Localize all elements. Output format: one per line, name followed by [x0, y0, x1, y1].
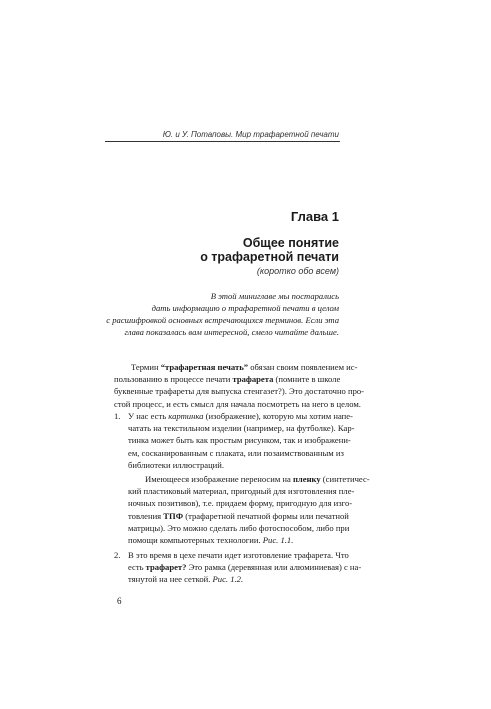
epigraph-line: В этой миниглаве мы постарались	[210, 291, 339, 301]
term-tpf: ТПФ	[163, 510, 184, 521]
page-number: 6	[117, 596, 122, 606]
text-line: буквенные трафареты для выпуска стенгазет?). Это достаточно про-	[114, 386, 365, 397]
epigraph-line: дать информацию о трафаретной печати в целом	[151, 303, 339, 313]
term-screen-printing: “трафаретная печать”	[160, 362, 249, 372]
figure-ref: Рис. 1.2.	[212, 574, 244, 585]
text-line: пользованию в процессе печати трафарета (помните в школе	[114, 374, 341, 385]
text-line: ем, сосканированным с плаката, или позаимствованным из	[128, 447, 344, 458]
text-line: тянутой на нее сеткой. Рис. 1.2.	[128, 574, 244, 585]
running-head: Ю. и У. Потаповы. Мир трафаретной печати	[162, 130, 339, 139]
epigraph-line: с расшифровкой основных встречающихся терминов. Если эта	[106, 315, 339, 325]
paragraph-film	[128, 473, 370, 546]
epigraph-line: глава показалась вам интересной, смело читайте дальше.	[124, 327, 339, 337]
text-line: Термин “трафаретная печать” обязан своим появлением ис-	[131, 362, 358, 372]
text-line: Имеющееся изображение переносим на пленку (синтетичес-	[145, 474, 370, 484]
term-picture: картинка	[168, 411, 204, 421]
text-line: библиотеки иллюстраций.	[128, 459, 225, 470]
text-line: тинка может быть как простым рисунком, так и изображени-	[128, 435, 351, 446]
text-line: чатать на текстильном изделии (например, на футболке). Кар-	[128, 423, 355, 434]
chapter-subtitle: (коротко обо всем)	[256, 266, 339, 276]
text-line: 2. В это время в цехе печати идет изготовление трафарета. Что	[114, 550, 349, 560]
figure-ref: Рис. 1.1.	[262, 534, 294, 545]
term-film: пленку	[292, 474, 321, 484]
text-line: стой процесс, и есть смысл для начала посмотреть на него в целом.	[114, 398, 361, 409]
text-line: кий пластиковый материал, пригодный для изготовления пле-	[128, 486, 355, 497]
list-number: 2.	[114, 550, 121, 560]
text-line: ночных позитивов), т.е. придаем форму, пригодную для изго-	[128, 498, 353, 509]
term-stencil: трафарета	[232, 374, 274, 385]
paragraph-intro	[114, 361, 365, 410]
text-line: товления ТПФ (трафаретной печатной формы или печатной	[128, 510, 349, 521]
list-number: 1.	[114, 411, 121, 421]
chapter-title-line-1: Общее понятие	[242, 236, 339, 250]
list-item-1	[114, 410, 355, 471]
term-stencil-question: трафарет?	[145, 562, 187, 573]
header-rule	[105, 141, 340, 142]
list-item-2	[114, 549, 362, 586]
chapter-title-line-2: о трафаретной печати	[200, 250, 339, 264]
text-line: 1. У нас есть картинка (изображение), которую мы хотим напе-	[114, 411, 353, 421]
text-line: есть трафарет? Это рамка (деревянная или алюминиевая) с на-	[128, 562, 362, 573]
text-line: помощи компьютерных технологии. Рис. 1.1.	[128, 534, 294, 545]
chapter-label: Глава 1	[290, 209, 339, 224]
text-line: матрицы). Это можно сделать либо фотоспособом, либо при	[128, 522, 350, 533]
